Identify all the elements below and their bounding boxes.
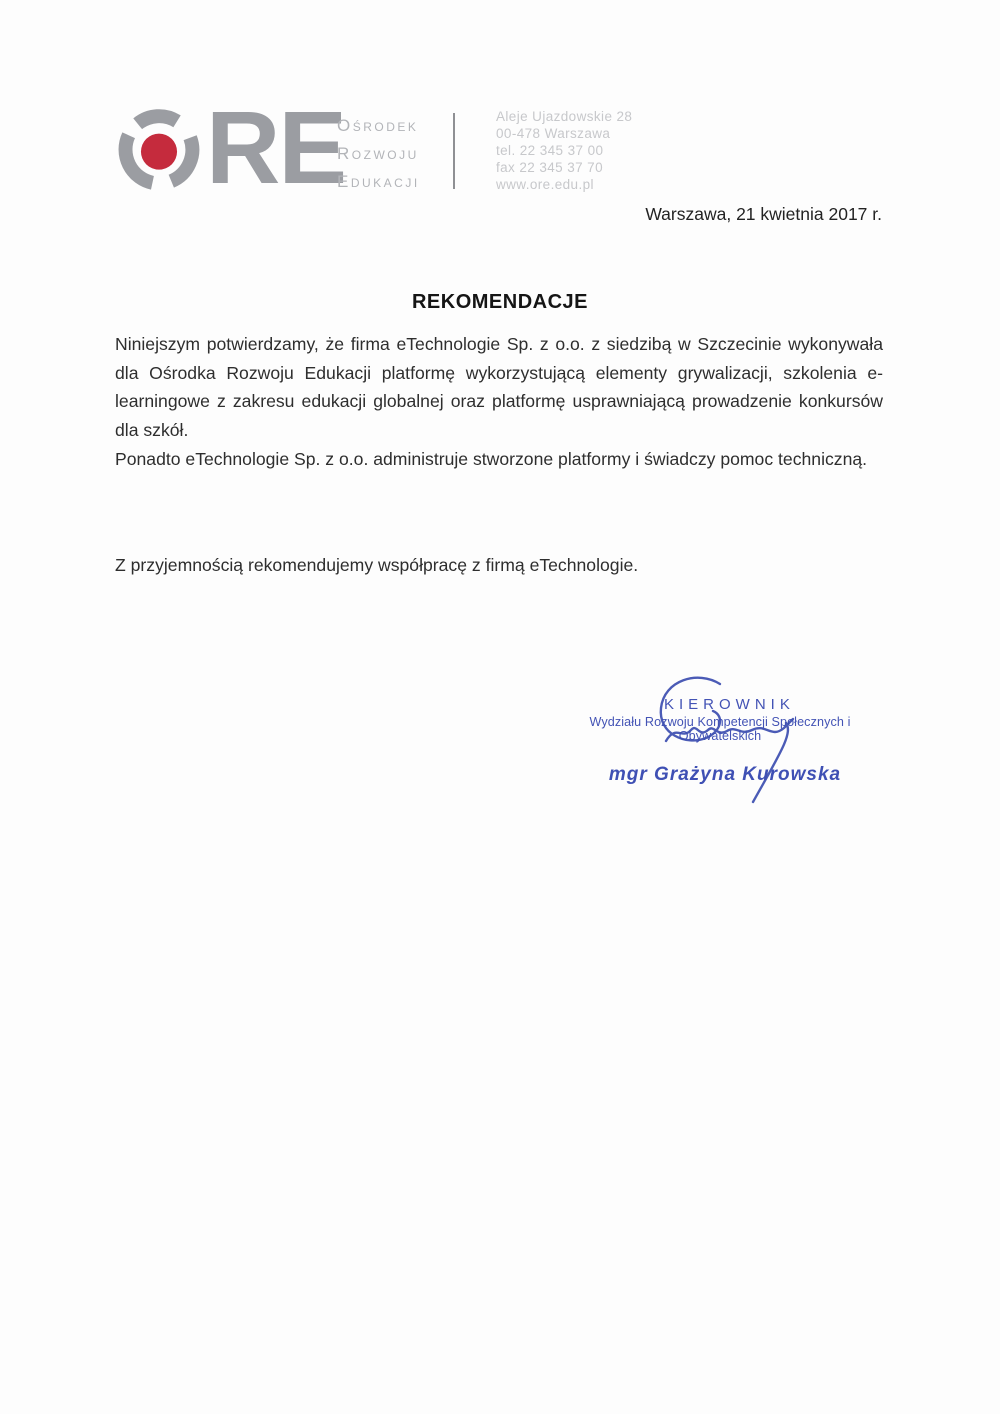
document-title: REKOMENDACJE [411,291,589,313]
institution-line: Rozwoju [337,144,419,163]
institution-line: Ośrodek [337,116,419,135]
stamp-role-title: KIEROWNIK [664,696,795,713]
paragraph-confirmation: Niniejszym potwierdzamy, że firma eTechnologie Sp. z o.o. z siedzibą w Szczecinie wykonywała dla Ośrodka Rozwoju Edukacji platformę wykorzystującą elementy grywalizacji, szkolenia e-learningowe z zakresu edukacji globalnej oraz platformę usprawniającą prowadzenie konkursów dla szkół. [115,334,883,441]
dateline: Warszawa, 21 kwietnia 2017 r. [645,204,882,224]
contact-city-line: 00-478 Warszawa [496,126,611,141]
institution-name [337,112,420,196]
ore-logo-ring-icon [118,109,200,191]
ore-logo-letters: RE [206,90,346,205]
stamp-department: Wydziału Rozwoju Kompetencji Społecznych i Obywatelskich [589,715,851,743]
contact-fax-line: fax 22 345 37 70 [496,160,603,175]
paragraph-recommendation: Z przyjemnością rekomendujemy współpracę z firmą eTechnologie. [115,555,639,575]
contact-phone-line: tel. 22 345 37 00 [496,143,604,158]
letterhead-divider [453,113,455,189]
institution-line: Edukacji [337,172,420,191]
contact-address-line: Aleje Ujazdowskie 28 [496,109,633,124]
contact-website: www.ore.edu.pl [496,177,594,192]
signer-name: mgr Grażyna Kurowska [608,764,842,785]
handwritten-signature [640,668,820,813]
paragraph-administration: Ponadto eTechnologie Sp. z o.o. administruje stworzone platformy i świadczy pomoc techniczną. [115,449,868,469]
contact-block [496,108,632,193]
